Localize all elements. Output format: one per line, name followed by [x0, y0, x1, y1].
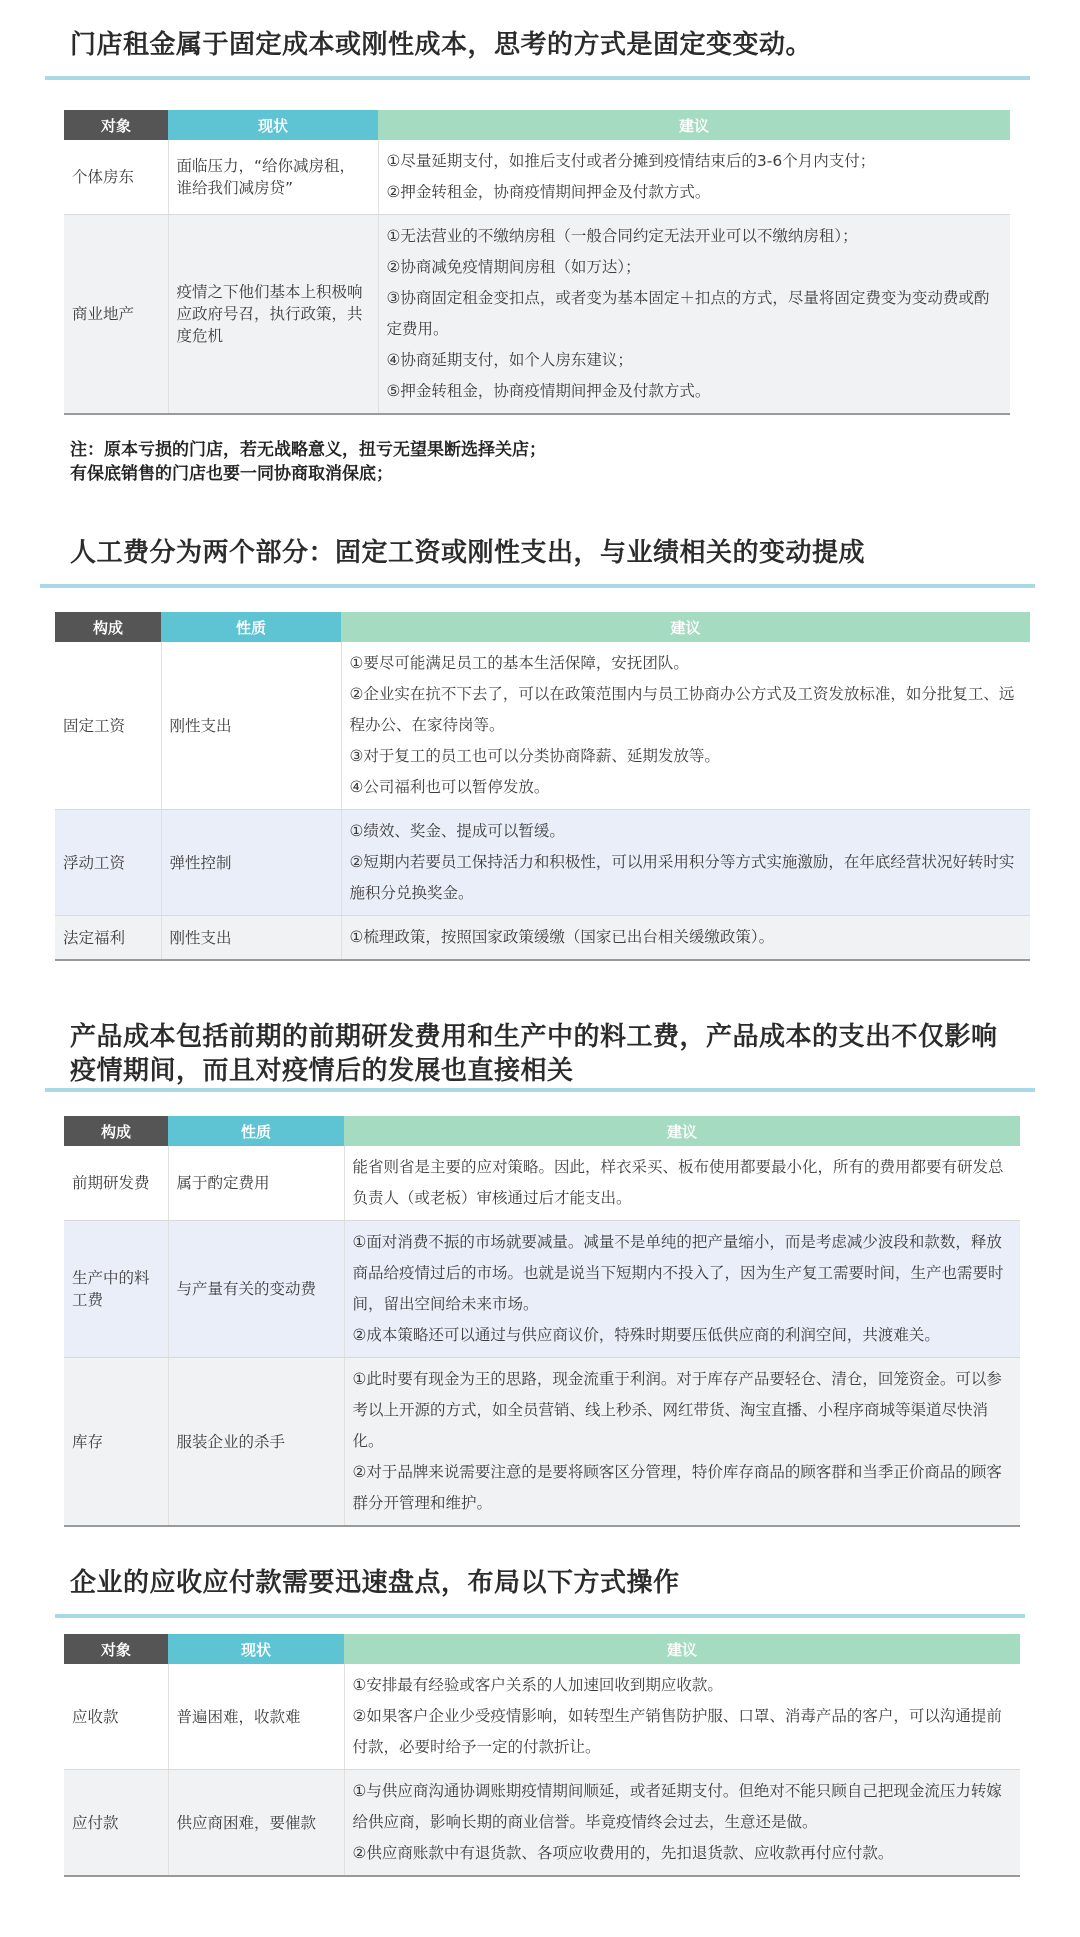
row-composition: 浮动工资	[55, 810, 161, 916]
title-divider	[40, 584, 1035, 588]
advice-line: ②企业实在抗不下去了，可以在政策范围内与员工协商办公方式及工资发放标准，如分批复工、远程办公、在家待岗等。	[349, 685, 1015, 734]
advice-line: ①无法营业的不缴纳房租（一般合同约定无法开业可以不缴纳房租）；	[386, 227, 858, 245]
row-advice	[344, 1664, 1020, 1770]
header-nature: 性质	[168, 1116, 344, 1146]
row-composition: 库存	[64, 1358, 168, 1527]
advice-line: ①尽量延期支付，如推后支付或者分摊到疫情结束后的3-6个月内支付；	[386, 152, 876, 170]
row-status: 面临压力，“给你减房租，谁给我们减房贷”	[168, 140, 378, 215]
row-status: 疫情之下他们基本上积极响应政府号召，执行政策，共度危机	[168, 215, 378, 415]
table-row	[55, 810, 1030, 916]
row-composition: 生产中的料工费	[64, 1221, 168, 1358]
header-advice: 建议	[378, 110, 1010, 140]
row-composition: 法定福利	[55, 916, 161, 961]
table-header-row	[55, 612, 1030, 642]
header-advice: 建议	[344, 1634, 1020, 1664]
header-object: 对象	[64, 110, 168, 140]
title-line: 疫情期间，而且对疫情后的发展也直接相关	[70, 1056, 574, 1086]
row-status: 普遍困难，收款难	[168, 1664, 344, 1770]
rent-table	[64, 110, 1010, 415]
section-title-receivables: 企业的应收应付款需要迅速盘点，布局以下方式操作	[70, 1568, 680, 1598]
advice-line: ①要尽可能满足员工的基本生活保障，安抚团队。	[349, 654, 689, 672]
section-title-product-cost	[70, 1020, 1040, 1088]
advice-line: ①安排最有经验或客户关系的人加速回收到期应收款。	[352, 1676, 723, 1694]
row-advice	[341, 810, 1030, 916]
row-object: 商业地产	[64, 215, 168, 415]
table-row	[64, 215, 1010, 415]
advice-line: ②如果客户企业少受疫情影响，如转型生产销售防护服、口罩、消毒产品的客户，可以沟通提前付款，必要时给予一定的付款折让。	[352, 1707, 1002, 1756]
advice-line: ②短期内若要员工保持活力和积极性，可以用采用积分等方式实施激励，在年底经营状况好转时实施积分兑换奖金。	[349, 853, 1015, 902]
advice-line: ④协商延期支付，如个人房东建议；	[386, 351, 633, 369]
row-composition: 前期研发费	[64, 1146, 168, 1221]
header-nature: 性质	[161, 612, 341, 642]
product-cost-table	[64, 1116, 1020, 1527]
advice-line: 能省则省是主要的应对策略。因此，样衣采买、板布使用都要最小化，所有的费用都要有研发总负责人（或老板）审核通过后才能支出。	[352, 1158, 1004, 1207]
row-advice	[341, 916, 1030, 961]
table-row	[64, 1221, 1020, 1358]
row-object: 应收款	[64, 1664, 168, 1770]
row-object: 应付款	[64, 1770, 168, 1877]
row-advice	[344, 1221, 1020, 1358]
row-advice	[341, 642, 1030, 810]
advice-line: ①面对消费不振的市场就要减量。减量不是单纯的把产量缩小，而是考虑减少波段和款数，释放商品给疫情过后的市场。也就是说当下短期内不投入了，因为生产复工需要时间，生产也需要时间，留出空间给未来市场。	[352, 1233, 1004, 1313]
title-divider	[45, 76, 1030, 80]
row-nature: 刚性支出	[161, 642, 341, 810]
title-divider	[45, 1088, 1035, 1092]
row-nature: 与产量有关的变动费	[168, 1221, 344, 1358]
advice-line: ①绩效、奖金、提成可以暂缓。	[349, 822, 565, 840]
advice-line: ①梳理政策，按照国家政策缓缴（国家已出台相关缓缴政策）。	[349, 928, 775, 946]
advice-line: ②协商减免疫情期间房租（如万达）；	[386, 258, 641, 276]
row-nature: 弹性控制	[161, 810, 341, 916]
table-row	[64, 140, 1010, 215]
note-line: 有保底销售的门店也要一同协商取消保底；	[70, 464, 393, 484]
table-row	[55, 916, 1030, 961]
advice-line: ②对于品牌来说需要注意的是要将顾客区分管理，特价库存商品的顾客群和当季正价商品的顾客群分开管理和维护。	[352, 1463, 1002, 1512]
row-composition: 固定工资	[55, 642, 161, 810]
advice-line: ①与供应商沟通协调账期疫情期间顺延，或者延期支付。但绝对不能只顾自己把现金流压力转嫁给供应商，影响长期的商业信誉。毕竟疫情终会过去，生意还是做。	[352, 1782, 1002, 1831]
header-advice: 建议	[344, 1116, 1020, 1146]
receivables-table	[64, 1634, 1020, 1877]
title-line: 产品成本包括前期的前期研发费用和生产中的料工费，产品成本的支出不仅影响	[70, 1022, 998, 1052]
row-advice	[378, 215, 1010, 415]
advice-line: ③协商固定租金变扣点，或者变为基本固定＋扣点的方式，尽量将固定费变为变动费或酌定费用。	[386, 289, 990, 338]
table-header-row	[64, 110, 1010, 140]
header-advice: 建议	[341, 612, 1030, 642]
table-row	[64, 1358, 1020, 1527]
advice-line: ②供应商账款中有退货款、各项应收费用的，先扣退货款、应收款再付应付款。	[352, 1844, 894, 1862]
row-advice	[344, 1770, 1020, 1877]
row-advice	[378, 140, 1010, 215]
row-status: 供应商困难，要催款	[168, 1770, 344, 1877]
section-title-rent: 门店租金属于固定成本或刚性成本，思考的方式是固定变变动。	[70, 30, 813, 60]
table-row	[55, 642, 1030, 810]
table-header-row	[64, 1116, 1020, 1146]
advice-line: ②押金转租金，协商疫情期间押金及付款方式。	[386, 183, 711, 201]
header-object: 对象	[64, 1634, 168, 1664]
title-divider	[55, 1614, 1025, 1618]
advice-line: ②成本策略还可以通过与供应商议价，特殊时期要压低供应商的利润空间，共渡难关。	[352, 1326, 940, 1344]
note-line: 注：原本亏损的门店，若无战略意义，扭亏无望果断选择关店；	[70, 440, 546, 460]
row-advice	[344, 1358, 1020, 1527]
advice-line: ①此时要有现金为王的思路，现金流重于利润。对于库存产品要轻仓、清仓，回笼资金。可以参考以上开源的方式，如全员营销、线上秒杀、网红带货、淘宝直播、小程序商城等渠道尽快消化。	[352, 1370, 1002, 1450]
table-header-row	[64, 1634, 1020, 1664]
row-nature: 服装企业的杀手	[168, 1358, 344, 1527]
advice-line: ③对于复工的员工也可以分类协商降薪、延期发放等。	[349, 747, 720, 765]
header-composition: 构成	[64, 1116, 168, 1146]
header-status: 现状	[168, 110, 378, 140]
table-row	[64, 1770, 1020, 1877]
row-nature: 属于酌定费用	[168, 1146, 344, 1221]
row-advice	[344, 1146, 1020, 1221]
advice-line: ④公司福利也可以暂停发放。	[349, 778, 550, 796]
advice-line: ⑤押金转租金，协商疫情期间押金及付款方式。	[386, 382, 711, 400]
section-title-labor: 人工费分为两个部分：固定工资或刚性支出，与业绩相关的变动提成	[70, 538, 866, 568]
row-object: 个体房东	[64, 140, 168, 215]
header-status: 现状	[168, 1634, 344, 1664]
table-row	[64, 1146, 1020, 1221]
table-row	[64, 1664, 1020, 1770]
rent-note	[70, 438, 546, 486]
row-nature: 刚性支出	[161, 916, 341, 961]
labor-table	[55, 612, 1030, 961]
header-composition: 构成	[55, 612, 161, 642]
